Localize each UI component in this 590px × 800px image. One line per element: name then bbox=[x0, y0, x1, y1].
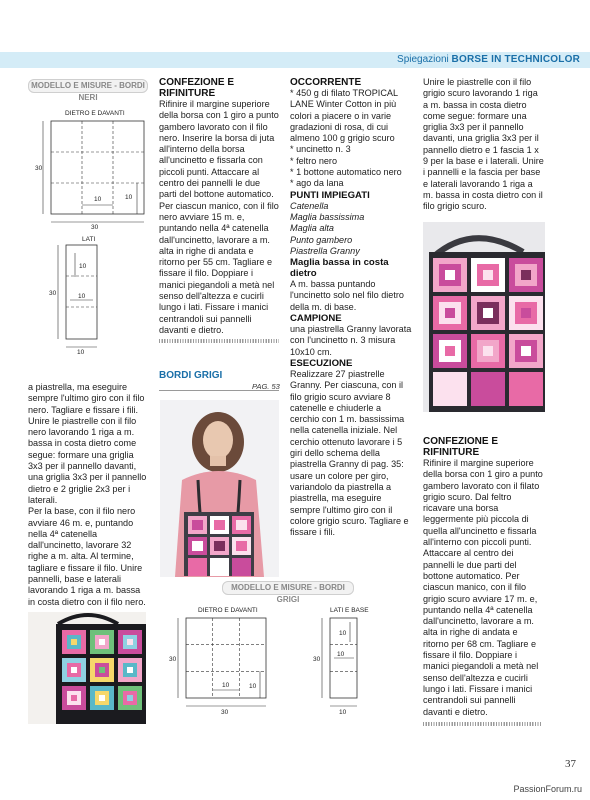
section-label: Spiegazioni bbox=[397, 54, 449, 65]
col1-para-2: Unire le piastrelle con il filo nero lavorando 1 riga a m. bassa in costa dietro come segue: formare una griglia 3x3 per il pannello davanti, una griglia 3x3 per il pannello dietro e 2 griglie 2x3 per i laterali. bbox=[28, 415, 147, 505]
col2 bbox=[159, 77, 279, 336]
bordi-grigi-title: BORDI GRIGI bbox=[159, 370, 223, 381]
bullet-1: * bbox=[290, 88, 294, 98]
occorrente-item-5 bbox=[290, 178, 412, 189]
bullet-3: * bbox=[290, 155, 294, 166]
diagram2-banner: MODELLO E MISURE - BORDI GRIGI bbox=[222, 581, 354, 595]
d2-side-height: 30 bbox=[313, 656, 321, 663]
d2-side-cell-h: 10 bbox=[339, 630, 347, 637]
punto-5: Piastrella Granny bbox=[290, 245, 360, 256]
d1-front-cell-h: 10 bbox=[125, 194, 133, 201]
photo-woman-bag bbox=[160, 400, 279, 577]
campione-text: una piastrella Granny lavorata con l'uncinetto n. 3 misura 10x10 cm. bbox=[290, 324, 412, 357]
punto-2: Maglia bassissima bbox=[290, 211, 365, 222]
punto-3: Maglia alta bbox=[290, 223, 334, 234]
col1-para-1: a piastrella, ma eseguire sempre l'ultimo giro con il filo nero. Tagliare e fissare i fili. bbox=[28, 382, 145, 415]
section-title: BORSE IN TECHNICOLOR bbox=[451, 54, 580, 65]
mb-text: A m. bassa puntando l'uncinetto solo nel filo dietro della m. di base. bbox=[290, 279, 404, 312]
esecuzione-heading: ESECUZIONE bbox=[290, 357, 353, 369]
occorrente-heading: OCCORRENTE bbox=[290, 77, 362, 88]
page-reference: PAG. 53 bbox=[252, 382, 280, 391]
col3 bbox=[290, 77, 412, 538]
occorrente-text-1: 450 g di filato TROPICAL LANE Winter Cotton in più colori a piacere o in varie gradazioni di rosa, di cui almeno 100 g grigio scuro bbox=[290, 88, 398, 144]
col4-top-text: Unire le piastrelle con il filo grigio scuro lavorando 1 riga a m. bassa in costa dietro come segue: formare una griglia 3x3 per il pannello davanti, una griglia 3x3 per il pannello dietro e 1 fascia 1 x 9 per la base e i laterali. Unire i pannelli e la fascia per base e laterali lavorando 1 riga a m. bassa in costa dietro con il filo grigio scuro. bbox=[423, 77, 544, 212]
d2-front-height: 30 bbox=[169, 656, 177, 663]
d2-front-label: DIETRO E DAVANTI bbox=[198, 607, 258, 614]
d1-side-width: 10 bbox=[77, 349, 85, 355]
col1 bbox=[28, 382, 148, 608]
diagram2 bbox=[160, 598, 410, 718]
d1-front-height: 30 bbox=[35, 165, 43, 172]
punto-1: Catenella bbox=[290, 200, 329, 211]
mb-heading: Maglia bassa in costa dietro bbox=[290, 257, 389, 280]
col4-text: Rifinire il margine superiore della borsa con 1 giro a punto gambero lavorato con il filato grigio scuro. Dal feltro ricavare una borsa leggermente più piccola di quella all'uncinetto e fissarla all'interno con piccoli punti. Attaccare al centro dei pannelli le due parti del bottone automatico. Per ciascun manico, con il filo grigio scuro avviare 17 m. e, puntando nella 4ª catenella dall'uncinetto, lavorare a m. alta in righe di andata e ritorno per 68 cm. Tagliare e fissare il filo. Doppiare i manici piegandoli a metà nel senso dell'altezza e cucirli lungo i lati. Fissare i manici centrandoli sui pannelli davanti e dietro. bbox=[423, 458, 543, 717]
d1-front-width: 30 bbox=[91, 224, 99, 231]
diagram1-banner: MODELLO E MISURE - BORDI NERI bbox=[28, 79, 148, 93]
photo-black-bag bbox=[28, 612, 146, 724]
col1-para-3: Per la base, con il filo nero avviare 46 m. e, puntando nella 4ª catenella dall'uncinetto, lavorare 32 righe a m. alta. Al termine, tagliare e fissare il filo. Unire pannelli, base e laterali lavorando 1 riga a m. bassa in costa dietro con il filo nero. bbox=[28, 506, 146, 607]
col2-text: Rifinire il margine superiore della borsa con 1 giro a punto gambero lavorato con il filo nero. Inserire la borsa di juta all'interno della borsa all'uncinetto e fissarla con piccoli punti. Attaccare al centro dei pannelli le due parti del bottone automatico. Per ciascun manico, con il filo nero avviare 15 m. e, puntando nella 4ª catenella dall'uncinetto, lavorare a m. alta in righe di andata e ritorno per 55 cm. Tagliare e fissare il filo. Doppiare i manici piegandoli a metà nel senso dell'altezza e cucirli lungo i lati. Fissare i manici centrandoli sui pannelli davanti e dietro. bbox=[159, 99, 279, 335]
d2-front-cell-w: 10 bbox=[222, 682, 230, 689]
d1-side-label: LATI bbox=[82, 236, 96, 243]
d2-front-cell-h: 10 bbox=[249, 683, 257, 690]
occorrente-item-4 bbox=[290, 167, 412, 178]
d1-front-label: DIETRO E DAVANTI bbox=[65, 110, 125, 117]
d2-side-cell-w: 10 bbox=[337, 651, 345, 658]
d1-side-height: 30 bbox=[49, 290, 57, 297]
col4-heading: CONFEZIONE E RIFINITURE bbox=[423, 436, 499, 458]
col2-heading: CONFEZIONE E RIFINITURE bbox=[159, 77, 235, 99]
watermark: PassionForum.ru bbox=[513, 784, 582, 794]
page-number: 37 bbox=[565, 758, 576, 770]
bullet-5: * bbox=[290, 178, 294, 189]
title-rule bbox=[159, 390, 279, 391]
punti-heading: PUNTI IMPIEGATI bbox=[290, 189, 370, 201]
esecuzione-text: Realizzare 27 piastrelle Granny. Per ciascuna, con il filo grigio scuro avviare 8 catenelle e chiuderle a cerchio con 1 m. bassissima nella catenella iniziale. Nel cerchio ottenuto lavorare i 5 giri dello schema della piastrella Granny di pag. 35: usare un colore per giro, variandolo da piastrella a piastrella, ma eseguire sempre l'ultimo giro con il colore grigio scuro. Tagliare e fissare i fili. bbox=[290, 368, 409, 538]
d1-side-cell-h: 10 bbox=[79, 263, 87, 270]
occorrente-item-2 bbox=[290, 144, 412, 155]
punto-4: Punto gambero bbox=[290, 234, 353, 245]
occorrente-text-2: uncinetto n. 3 bbox=[296, 144, 351, 155]
col4-top bbox=[423, 77, 545, 213]
occorrente-text-5: ago da lana bbox=[296, 178, 344, 189]
d1-side-cell-w: 10 bbox=[78, 293, 86, 300]
end-separator bbox=[423, 722, 541, 726]
d2-side-width: 10 bbox=[339, 709, 347, 716]
diagram1 bbox=[25, 95, 155, 355]
occorrente-item-1 bbox=[290, 88, 412, 144]
occorrente-item-3 bbox=[290, 156, 412, 167]
d2-front-width: 30 bbox=[221, 709, 229, 716]
section-header bbox=[0, 52, 590, 68]
occorrente-text-4: 1 bottone automatico nero bbox=[296, 167, 402, 178]
campione-heading: CAMPIONE bbox=[290, 313, 342, 325]
occorrente-text-3: feltro nero bbox=[296, 155, 338, 166]
d2-side-label: LATI E BASE bbox=[330, 607, 369, 614]
bullet-4: * bbox=[290, 167, 294, 178]
col4-bottom bbox=[423, 436, 545, 718]
col2-separator bbox=[159, 339, 279, 343]
d1-front-cell-w: 10 bbox=[94, 196, 102, 203]
photo-grey-bag bbox=[423, 222, 545, 412]
bullet-2: * bbox=[290, 144, 294, 155]
section-header-text bbox=[397, 54, 580, 65]
